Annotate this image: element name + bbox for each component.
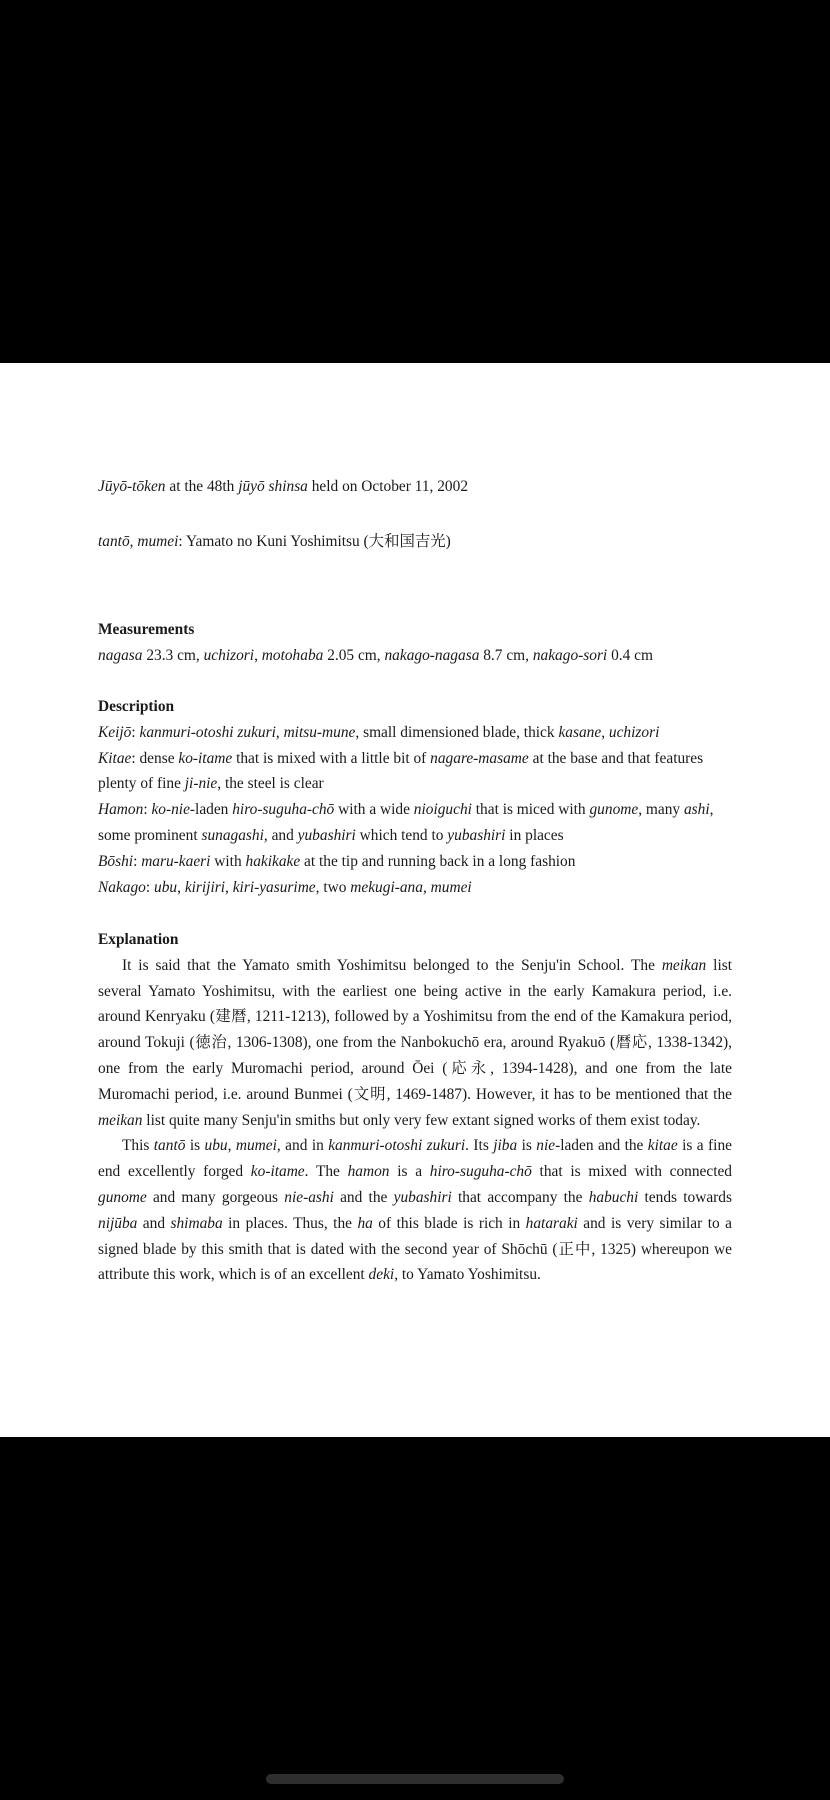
italic-term: ji-nie <box>184 775 218 793</box>
italic-term: hakikake <box>245 852 301 870</box>
italic-term: kanmuri-otoshi zukuri <box>328 1137 466 1155</box>
text-run: 2.05 cm, <box>323 646 385 664</box>
italic-term: uchizori <box>203 646 255 664</box>
explanation-paragraph-1 <box>98 953 732 1134</box>
text-run: : dense <box>131 749 179 767</box>
text-run: : Yamato no Kuni Yoshimitsu (大和国吉光) <box>178 533 451 551</box>
italic-term: ashi <box>683 801 710 819</box>
italic-term: kanmuri-otoshi zukuri <box>139 723 276 741</box>
text-run: : <box>131 723 140 741</box>
italic-term: uchizori <box>608 723 660 741</box>
italic-term: nie-ashi <box>284 1188 334 1206</box>
italic-term: hamon <box>347 1163 390 1181</box>
explanation-paragraph-2 <box>98 1133 732 1288</box>
text-run: It is said that the Yamato smith Yoshimitsu belonged to the Senju'in School. The <box>122 956 662 974</box>
italic-term: shimaba <box>170 1214 223 1232</box>
text-run: This <box>122 1137 154 1155</box>
italic-term: hiro-suguha-chō <box>232 801 335 819</box>
text-run: that is mixed with connected <box>531 1163 733 1181</box>
home-indicator[interactable] <box>266 1774 564 1784</box>
text-run: 23.3 cm, <box>142 646 204 664</box>
italic-term: gunome <box>98 1188 147 1206</box>
text-run: . Its <box>465 1137 494 1155</box>
text-run: at the tip and running back in a long fashion <box>300 852 576 870</box>
italic-term: ko-itame <box>178 749 233 767</box>
text-run: tends towards <box>638 1188 732 1206</box>
text-run: held on October 11, 2002 <box>307 478 469 496</box>
description-hamon <box>98 797 732 823</box>
text-run: , <box>275 723 284 741</box>
text-run: , <box>129 533 138 551</box>
text-run: and <box>137 1214 171 1232</box>
text-run: , <box>422 878 431 896</box>
italic-term: yubashiri <box>447 826 506 844</box>
text-run: , to Yamato Yoshimitsu. <box>394 1266 541 1284</box>
text-run: which tend to <box>355 826 448 844</box>
description-kitae <box>98 746 732 772</box>
italic-term: ubu <box>154 878 178 896</box>
italic-term: Nakago <box>98 878 146 896</box>
text-run: , and <box>263 826 298 844</box>
italic-term: nioiguchi <box>413 801 472 819</box>
italic-term: meikan <box>98 1111 143 1129</box>
italic-term: hataraki <box>525 1214 578 1232</box>
italic-term: nijūba <box>98 1214 138 1232</box>
explanation-heading: Explanation <box>98 931 179 948</box>
text-run: of this blade is rich in <box>372 1214 526 1232</box>
italic-term: yubashiri <box>393 1188 452 1206</box>
italic-term: Keijō <box>98 723 132 741</box>
italic-term: mitsu-mune <box>283 723 356 741</box>
text-run: : <box>143 801 152 819</box>
italic-term: motohaba <box>261 646 324 664</box>
text-run: , <box>254 646 262 664</box>
text-run: and is very similar to a signed blade by this smith that is dated with the second year of Shōchū (正中, 1325) whereupon we attribute this work, which is of an excellent <box>98 1214 732 1284</box>
italic-term: Hamon <box>98 801 144 819</box>
text-run: , <box>177 878 185 896</box>
text-run: list quite many Senju'in smiths but only very few extant signed works of them exist today. <box>142 1111 701 1129</box>
italic-term: jiba <box>493 1137 518 1155</box>
text-run: , <box>601 723 609 741</box>
description-nakago <box>98 875 732 901</box>
text-run: -laden and the <box>555 1137 648 1155</box>
italic-term: mumei <box>430 878 472 896</box>
italic-term: nakago-sori <box>532 646 608 664</box>
text-run: at the base and that features <box>528 749 704 767</box>
italic-term: ko-nie <box>151 801 190 819</box>
italic-term: yubashiri <box>297 826 356 844</box>
italic-term: nie <box>536 1137 556 1155</box>
text-run: list several Yamato Yoshimitsu, with the earliest one being active in the early Kamakura period, i.e. around Kenryaku (建暦, 1211-1213), followed by a Yoshimitsu from the end of the Kamakura period, around Tokuji (徳治, 1306-1308), one from the Nanbokuchō era, around Ryakuō (暦応, 1338-1342), one from the early Muromachi period, around Ōei (応永, 1394-1428), and one from the late Muromachi period, i.e. around Bunmei (文明, 1469-1487). However, it has to be mentioned that the <box>98 956 732 1103</box>
italic-term: ubu <box>204 1137 228 1155</box>
description-keijo <box>98 720 732 746</box>
italic-term: sunagashi <box>201 826 264 844</box>
italic-term: nagare-masame <box>430 749 529 767</box>
italic-term: gunome <box>589 801 639 819</box>
text-run: is a fine end excellently forged <box>98 1137 732 1181</box>
explanation-section <box>98 927 732 1288</box>
italic-term: nagasa <box>98 646 143 664</box>
text-run: is <box>517 1137 537 1155</box>
text-run: -laden <box>189 801 233 819</box>
text-run: , <box>227 1137 236 1155</box>
italic-term: meikan <box>661 956 707 974</box>
text-run: is a <box>389 1163 430 1181</box>
document-page <box>0 363 830 1437</box>
description-kitae-cont <box>98 771 732 797</box>
italic-term: habuchi <box>588 1188 639 1206</box>
italic-term: mumei <box>137 533 179 551</box>
italic-term: jūyō shinsa <box>238 478 308 496</box>
text-run: 8.7 cm, <box>479 646 533 664</box>
italic-term: tantō <box>153 1137 186 1155</box>
text-run: that accompany the <box>451 1188 589 1206</box>
italic-term: deki <box>368 1266 395 1284</box>
text-run: that is miced with <box>471 801 590 819</box>
description-hamon-cont <box>98 823 732 849</box>
text-run: some prominent <box>98 826 202 844</box>
blade-attribution <box>98 529 451 551</box>
text-run: and many gorgeous <box>146 1188 285 1206</box>
text-run: and the <box>333 1188 394 1206</box>
text-run: in places <box>505 826 564 844</box>
text-run: , the steel is clear <box>217 775 324 793</box>
text-run: , two <box>315 878 351 896</box>
text-run: : <box>145 878 155 896</box>
text-run: : <box>133 852 142 870</box>
text-run: plenty of fine <box>98 775 185 793</box>
text-run: , many <box>638 801 684 819</box>
italic-term: mekugi-ana <box>350 878 423 896</box>
text-run: with a wide <box>334 801 414 819</box>
description-section <box>98 694 732 900</box>
text-run: . The <box>304 1163 348 1181</box>
italic-term: hiro-suguha-chō <box>429 1163 532 1181</box>
italic-term: Jūyō-tōken <box>98 478 166 496</box>
description-boshi <box>98 849 732 875</box>
text-run: , <box>225 878 233 896</box>
measurements-line <box>98 643 732 669</box>
italic-term: kasane <box>558 723 602 741</box>
text-run: 0.4 cm <box>607 646 653 664</box>
text-run: that is mixed with a little bit of <box>232 749 431 767</box>
text-run: , small dimensioned blade, thick <box>355 723 559 741</box>
text-run: , <box>709 801 714 819</box>
italic-term: mumei <box>235 1137 277 1155</box>
italic-term: Kitae <box>98 749 132 767</box>
italic-term: ha <box>357 1214 373 1232</box>
italic-term: maru-kaeri <box>141 852 211 870</box>
text-run: in places. Thus, the <box>222 1214 358 1232</box>
measurements-heading: Measurements <box>98 621 195 638</box>
text-run: with <box>210 852 246 870</box>
description-heading: Description <box>98 698 175 715</box>
italic-term: ko-itame <box>250 1163 305 1181</box>
text-run: , and in <box>276 1137 329 1155</box>
text-run: at the 48th <box>165 478 239 496</box>
italic-term: tantō <box>98 533 130 551</box>
italic-term: Bōshi <box>98 852 134 870</box>
italic-term: kitae <box>647 1137 678 1155</box>
measurements-section <box>98 617 732 669</box>
italic-term: kirijiri <box>184 878 226 896</box>
document-title <box>98 478 468 496</box>
italic-term: nakago-nagasa <box>384 646 480 664</box>
text-run: is <box>185 1137 205 1155</box>
italic-term: kiri-yasurime <box>232 878 316 896</box>
